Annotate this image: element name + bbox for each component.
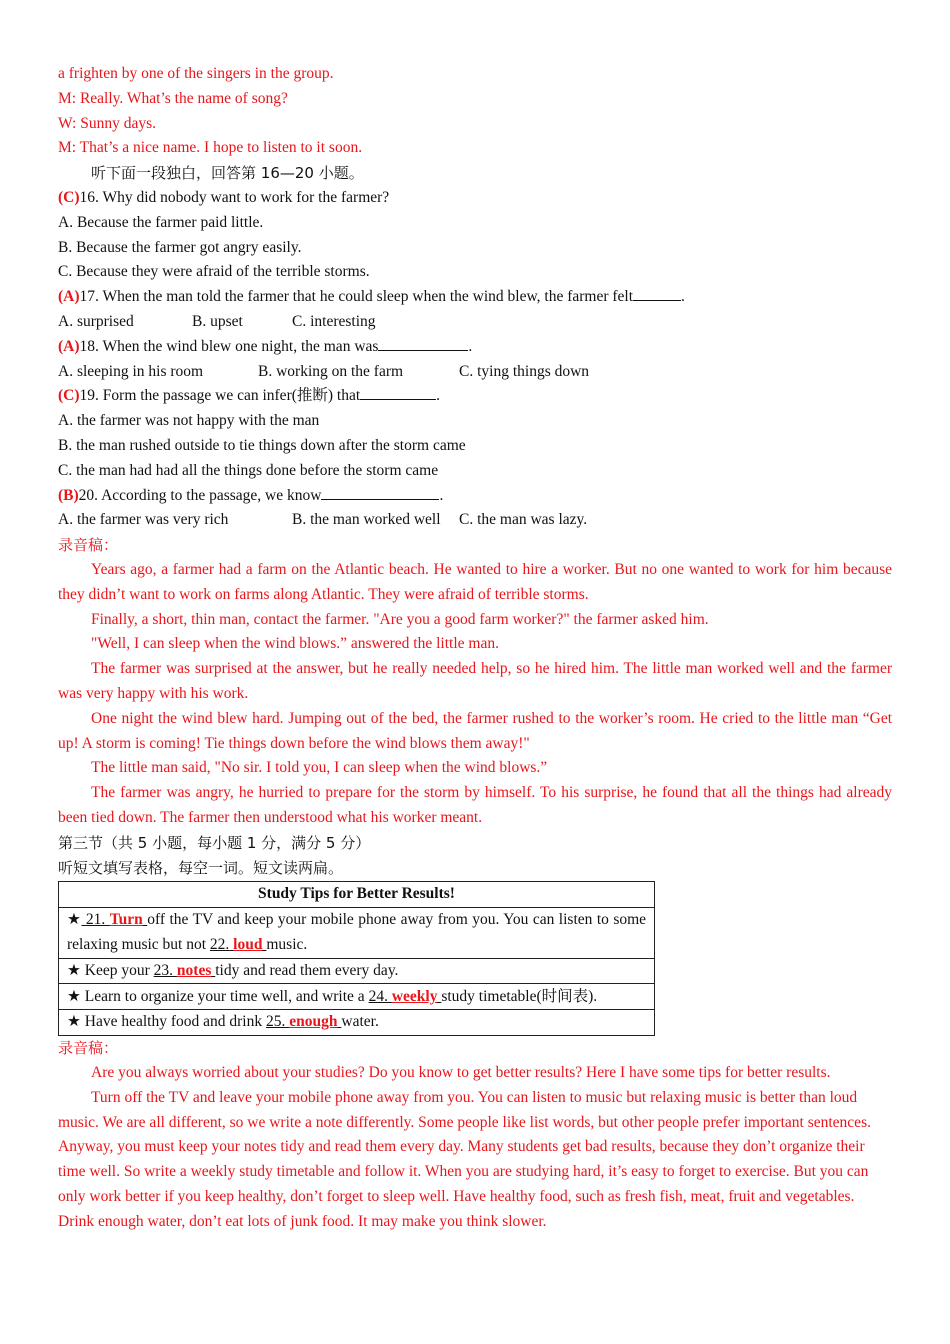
dialogue-line: M: That’s a nice name. I hope to listen to it soon. bbox=[58, 139, 363, 157]
question-tail: . bbox=[681, 288, 685, 306]
table-row bbox=[59, 1010, 655, 1036]
script-paragraph: Finally, a short, thin man, contact the farmer. "Are you a good farm worker?" the farmer asked him. bbox=[91, 610, 709, 628]
option: B. Because the farmer got angry easily. bbox=[58, 238, 302, 256]
blank-number: 21. bbox=[85, 911, 106, 929]
question-20 bbox=[58, 484, 892, 509]
blank-answer: notes bbox=[176, 961, 212, 979]
option: A. the farmer was very rich bbox=[58, 511, 229, 529]
option: A. sleeping in his room bbox=[58, 362, 204, 380]
blank-number: 25. bbox=[266, 1013, 286, 1031]
answer-key: (B) bbox=[58, 486, 79, 504]
options-row bbox=[58, 310, 892, 335]
blank-answer: enough bbox=[289, 1013, 338, 1031]
row-text: tidy and read them every day. bbox=[215, 961, 399, 979]
table-row bbox=[59, 958, 655, 984]
option: B. working on the farm bbox=[258, 362, 404, 380]
blank-number: 24. bbox=[368, 988, 388, 1006]
option: B. the man worked well bbox=[292, 511, 441, 529]
study-tips-table bbox=[58, 881, 655, 1036]
script-paragraph: "Well, I can sleep when the wind blows.” answered the little man. bbox=[91, 635, 499, 653]
script-paragraph: Years ago, a farmer had a farm on the Atlantic beach. He wanted to hire a worker. But no one wanted to work for him because they didn’t want to work on farms along Atlantic. They were afraid of terrible storms. bbox=[58, 560, 892, 603]
script-paragraph: Are you always worried about your studies? Do you know to get better results? Here I have some tips for better results. bbox=[91, 1064, 831, 1082]
question-text: 17. When the man told the farmer that he could sleep when the wind blew, the farmer felt bbox=[79, 288, 634, 306]
star-icon: ★ bbox=[67, 988, 81, 1006]
script-paragraph: The farmer was angry, he hurried to prepare for the storm by himself. To his surprise, he found that all the things had already been tied down. The farmer then understood what his worker meant. bbox=[58, 784, 892, 826]
option: B. upset bbox=[192, 312, 243, 330]
answer-key: (C) bbox=[58, 387, 80, 405]
blank-answer: loud bbox=[233, 935, 263, 953]
answer-key: (A) bbox=[58, 288, 80, 306]
star-icon: ★ bbox=[67, 1013, 81, 1031]
question-16 bbox=[58, 186, 892, 211]
question-18 bbox=[58, 335, 892, 360]
table-header: Study Tips for Better Results! bbox=[59, 882, 655, 908]
dialogue-line: W: Sunny days. bbox=[58, 114, 157, 132]
answer-blank bbox=[378, 336, 468, 351]
blank-answer: Turn bbox=[109, 911, 143, 929]
document-page bbox=[58, 62, 892, 1235]
blank-number: 23. bbox=[153, 961, 174, 979]
row-text: study timetable(时间表). bbox=[441, 988, 598, 1006]
question-text: 20. According to the passage, we know bbox=[78, 486, 322, 504]
option: A. Because the farmer paid little. bbox=[58, 213, 264, 231]
blank-answer: weekly bbox=[391, 988, 438, 1006]
question-text: 18. When the wind blew one night, the man was bbox=[79, 337, 379, 355]
question-tail: . bbox=[436, 387, 441, 405]
answer-blank bbox=[321, 485, 439, 500]
option: C. tying things down bbox=[459, 362, 590, 380]
section-intro: 听下面一段独白，回答第 16—20 小题。 bbox=[91, 164, 364, 183]
question-tail: . bbox=[468, 337, 473, 355]
question-17 bbox=[58, 285, 892, 310]
dialogue-line: a frighten by one of the singers in the group. bbox=[58, 65, 334, 82]
row-text: water. bbox=[341, 1013, 379, 1031]
script-label: 录音稿： bbox=[58, 1039, 119, 1058]
options-row bbox=[58, 360, 892, 385]
table-row bbox=[59, 908, 655, 959]
option: C. Because they were afraid of the terrible storms. bbox=[58, 263, 370, 281]
options-row bbox=[58, 508, 892, 533]
script-paragraph: Turn off the TV and leave your mobile phone away from you. You can listen to music but relaxing music is better than loud music. We are all different, so we write a note differently. Some people like list words, but other people prefer important sentences. Anyway, you must keep your notes tidy and read them every day. Many students get bad results, because they don’t organize their time well. So write a weekly study timetable and follow it. When you are studying hard, it’s easy to forget to exercise. But you can only work better if you keep healthy, don’t forget to sleep well. Have healthy food, such as fresh fish, meat, fruit and vegetables. Drink enough water, don’t eat lots of junk food. It may make you think slower. bbox=[58, 1088, 871, 1230]
row-text: music. bbox=[266, 935, 308, 953]
option: C. the man had had all the things done before the storm came bbox=[58, 461, 439, 479]
section3-title: 第三节（共 5 小题，每小题 1 分，满分 5 分） bbox=[58, 833, 371, 852]
answer-key: (A) bbox=[58, 337, 80, 355]
table-row bbox=[59, 984, 655, 1010]
script-paragraph: The farmer was surprised at the answer, but he really needed help, so he hired him. The little man worked well and the farmer was very happy with his work. bbox=[58, 660, 892, 702]
star-icon: ★ bbox=[67, 911, 82, 929]
question-text: 19. Form the passage we can infer(推断) that bbox=[79, 387, 361, 405]
question-19 bbox=[58, 384, 892, 409]
blank-number: 22. bbox=[209, 935, 230, 953]
row-text: Keep your bbox=[84, 961, 150, 979]
row-text: Learn to organize your time well, and write a bbox=[84, 988, 365, 1006]
answer-blank bbox=[360, 385, 436, 400]
row-text: off the TV and keep your mobile phone away from you. You can listen to some relaxing music but not bbox=[67, 911, 647, 953]
section3-instructions: 听短文填写表格，每空一词。短文读两扁。 bbox=[58, 858, 344, 877]
answer-key: (C) bbox=[58, 188, 80, 206]
option: B. the man rushed outside to tie things down after the storm came bbox=[58, 436, 466, 454]
option: C. interesting bbox=[292, 312, 376, 330]
option: A. surprised bbox=[58, 312, 134, 330]
question-tail: . bbox=[439, 486, 444, 504]
script-label: 录音稿： bbox=[58, 536, 119, 555]
script-paragraph: One night the wind blew hard. Jumping out of the bed, the farmer rushed to the worker’s room. He cried to the little man “Get up! A storm is coming! Tie things down before the wind blows them away!" bbox=[58, 709, 892, 752]
answer-blank bbox=[633, 286, 681, 301]
script-paragraph: The little man said, "No sir. I told you, I can sleep when the wind blows.” bbox=[91, 759, 548, 777]
star-icon: ★ bbox=[67, 961, 81, 979]
dialogue-line: M: Really. What’s the name of song? bbox=[58, 89, 288, 107]
option: A. the farmer was not happy with the man bbox=[58, 412, 320, 430]
row-text: Have healthy food and drink bbox=[84, 1013, 263, 1031]
option: C. the man was lazy. bbox=[459, 511, 588, 529]
question-text: 16. Why did nobody want to work for the farmer? bbox=[79, 188, 390, 206]
